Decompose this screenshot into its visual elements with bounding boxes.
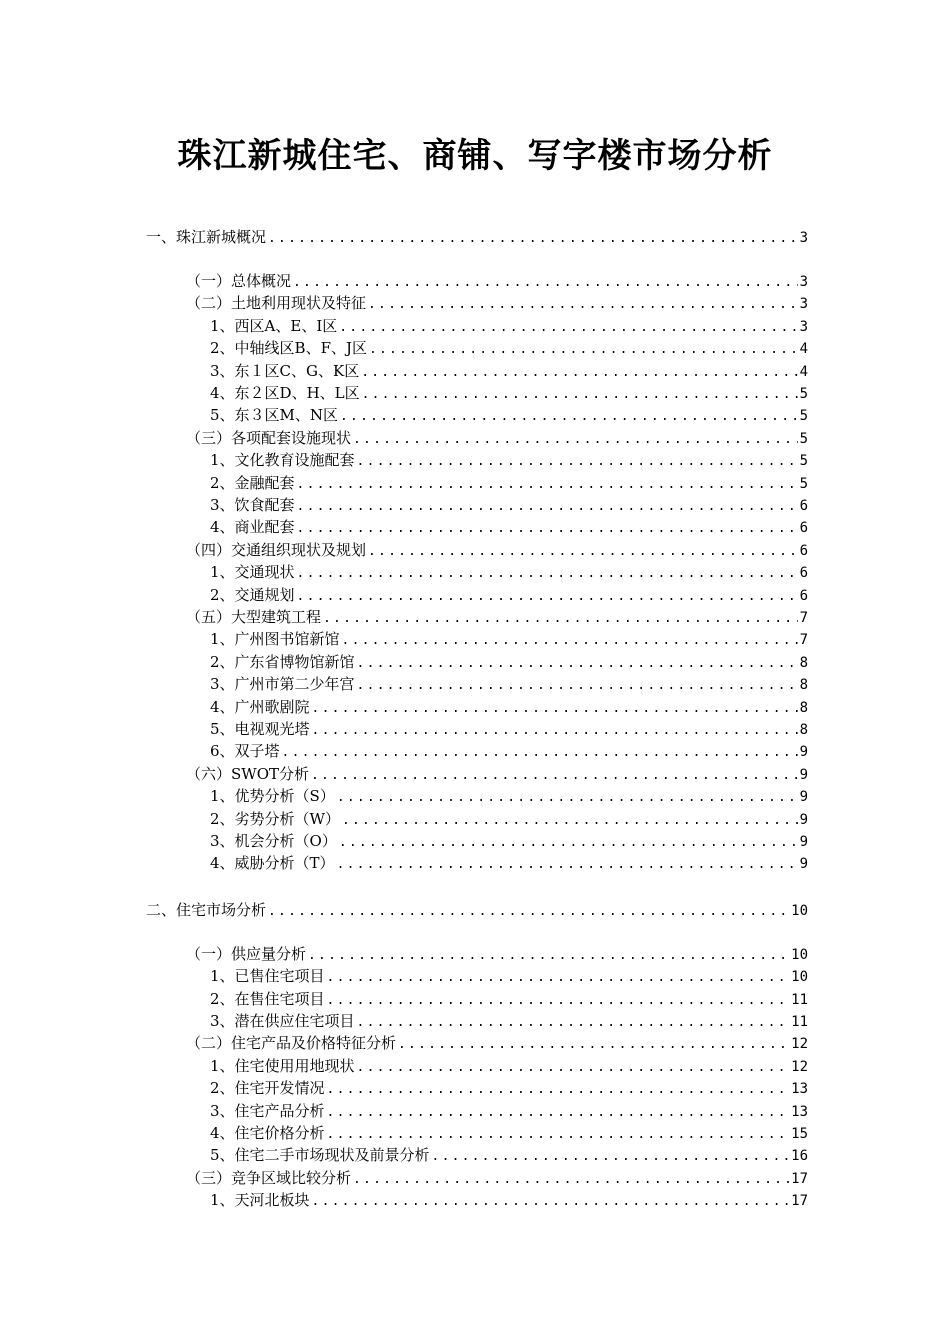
toc-entry-label: 4、东２区D、H、L区: [210, 384, 360, 402]
toc-page-number: 10: [791, 969, 808, 986]
toc-entry[interactable]: [186, 293, 808, 313]
toc-entry[interactable]: [210, 697, 808, 717]
toc-entry-label: 1、优势分析（S）: [210, 787, 335, 806]
toc-entry-label: 1、已售住宅项目: [210, 967, 325, 986]
toc-entry[interactable]: [210, 338, 808, 358]
toc-page-number: 7: [799, 610, 808, 626]
toc-page-number: 15: [791, 1126, 808, 1142]
toc-leader-dots: [297, 519, 798, 539]
toc-entry-label: 一、珠江新城概况: [146, 228, 267, 246]
toc-entry-label: 1、广州图书馆新馆: [210, 630, 340, 649]
toc-entry[interactable]: [186, 1168, 808, 1188]
toc-entry[interactable]: [186, 764, 808, 784]
toc-entry[interactable]: [210, 316, 808, 336]
toc-leader-dots: [312, 721, 798, 741]
toc-leader-dots: [361, 363, 797, 383]
toc-page-number: 11: [791, 991, 808, 1008]
toc-entry[interactable]: [210, 383, 808, 403]
toc-entry-label: （二）土地利用现状及特征: [186, 294, 367, 313]
toc-entry[interactable]: [210, 1078, 808, 1098]
toc-leader-dots: [339, 318, 797, 338]
toc-page-number: 6: [799, 520, 808, 537]
toc-entry[interactable]: [210, 719, 808, 739]
toc-entry[interactable]: [210, 989, 808, 1009]
toc-page-number: 5: [799, 475, 808, 492]
toc-page-number: 3: [799, 296, 808, 313]
toc-page-number: 8: [799, 722, 808, 738]
toc-page-number: 8: [799, 699, 808, 716]
toc-entry[interactable]: [210, 809, 808, 829]
toc-entry-label: 4、商业配套: [210, 518, 295, 537]
toc-leader-dots: [282, 743, 798, 763]
toc-page-number: 10: [791, 902, 808, 919]
toc-leader-dots: [353, 430, 798, 450]
document-title: 珠江新城住宅、商铺、写字楼市场分析: [177, 136, 773, 176]
toc-entry[interactable]: [210, 361, 808, 381]
toc-entry-label: 4、广州歌剧院: [210, 697, 310, 716]
toc-page-number: 13: [791, 1081, 808, 1098]
toc-leader-dots: [368, 295, 798, 315]
toc-leader-dots: [312, 699, 798, 719]
toc-leader-dots: [327, 991, 790, 1011]
toc-page-number: 3: [799, 230, 808, 246]
toc-page-number: 7: [799, 632, 808, 649]
toc-entry-label: 1、住宅使用用地现状: [210, 1056, 355, 1075]
toc-entry-label: （一）供应量分析: [186, 944, 307, 963]
toc-leader-dots: [398, 1035, 789, 1055]
toc-entry[interactable]: [210, 495, 808, 515]
toc-entry-label: 2、在售住宅项目: [210, 989, 325, 1008]
toc-page-number: 8: [799, 654, 808, 671]
toc-page-number: 9: [799, 811, 808, 828]
toc-page-number: 3: [799, 274, 808, 290]
toc-leader-dots: [342, 631, 798, 651]
toc-entry-label: 1、交通现状: [210, 563, 295, 582]
toc-page-number: 9: [799, 834, 808, 850]
toc-leader-dots: [357, 1058, 790, 1078]
toc-entry[interactable]: [210, 562, 808, 582]
toc-page-number: 6: [799, 565, 808, 582]
toc-entry[interactable]: [186, 540, 808, 560]
toc-leader-dots: [297, 475, 798, 495]
toc-entry-label: 1、西区A、E、I区: [210, 316, 338, 335]
toc-entry-label: （四）交通组织现状及规划: [186, 540, 367, 559]
toc-entry[interactable]: [186, 1033, 808, 1053]
toc-page-number: 9: [799, 856, 808, 873]
toc-entry-label: 2、住宅开发情况: [210, 1079, 325, 1098]
toc-leader-dots: [308, 946, 789, 966]
toc-entry[interactable]: [210, 1101, 808, 1121]
toc-page-number: 12: [791, 1058, 808, 1075]
toc-entry[interactable]: [210, 1190, 808, 1210]
toc-page-number: 11: [791, 1014, 808, 1030]
toc-leader-dots: [340, 407, 798, 427]
toc-page-number: 8: [799, 677, 808, 694]
toc-entry-label: （一）总体概况: [186, 272, 292, 290]
toc-page-number: 4: [799, 341, 808, 358]
toc-entry-label: 2、广东省博物馆新馆: [210, 652, 355, 671]
toc-entry[interactable]: [210, 629, 808, 649]
toc-leader-dots: [297, 564, 798, 584]
toc-page-number: 6: [799, 498, 808, 514]
toc-entry-label: 5、电视观光塔: [210, 720, 310, 738]
toc-leader-dots: [327, 968, 790, 988]
toc-entry-label: 4、威胁分析（T）: [210, 854, 335, 873]
toc-leader-dots: [339, 833, 798, 853]
toc-entry[interactable]: [186, 428, 808, 448]
toc-entry[interactable]: [210, 831, 808, 851]
toc-entry-label: （三）竞争区域比较分析: [186, 1168, 352, 1187]
toc-entry-label: 2、交通规划: [210, 585, 295, 604]
toc-entry-label: 3、广州市第二少年宫: [210, 675, 355, 694]
toc-page-number: 5: [799, 386, 808, 402]
toc-entry[interactable]: [146, 900, 808, 920]
toc-leader-dots: [357, 452, 798, 472]
toc-leader-dots: [312, 1192, 790, 1212]
toc-entry[interactable]: [210, 741, 808, 761]
toc-entry[interactable]: [210, 1145, 808, 1165]
toc-entry[interactable]: [210, 517, 808, 537]
toc-page-number: 5: [799, 408, 808, 425]
toc-page-number: 3: [799, 318, 808, 335]
toc-entry[interactable]: [210, 1056, 808, 1076]
toc-entry-label: 5、东３区M、N区: [210, 406, 339, 425]
toc-entry-label: 6、双子塔: [210, 742, 280, 761]
toc-entry[interactable]: [210, 405, 808, 425]
toc-entry-label: （二）住宅产品及价格特征分析: [186, 1034, 397, 1053]
toc-entry-label: 3、东１区C、G、K区: [210, 361, 360, 380]
toc-leader-dots: [362, 385, 798, 405]
toc-entry[interactable]: [210, 786, 808, 806]
toc-page-number: 6: [799, 587, 808, 604]
toc-entry-label: 1、文化教育设施配套: [210, 451, 355, 470]
toc-entry-label: 2、劣势分析（W）: [210, 809, 340, 828]
toc-entry[interactable]: [210, 585, 808, 605]
toc-leader-dots: [368, 542, 798, 562]
toc-leader-dots: [353, 1170, 789, 1190]
toc-entry[interactable]: [210, 674, 808, 694]
toc-entry[interactable]: [146, 227, 808, 247]
toc-entry-label: （六）SWOT分析: [186, 764, 309, 783]
toc-leader-dots: [311, 766, 798, 786]
toc-leader-dots: [357, 676, 798, 696]
toc-entry-label: 2、中轴线区B、F、J区: [210, 339, 367, 358]
toc-leader-dots: [297, 587, 798, 607]
toc-page-number: 17: [791, 1193, 808, 1210]
toc-entry-label: 1、天河北板块: [210, 1191, 310, 1210]
toc-entry-label: 3、潜在供应住宅项目: [210, 1012, 355, 1030]
toc-entry[interactable]: [210, 473, 808, 493]
toc-leader-dots: [342, 811, 798, 831]
toc-entry-label: （三）各项配套设施现状: [186, 428, 352, 447]
toc-entry[interactable]: [186, 944, 808, 964]
toc-leader-dots: [268, 902, 789, 922]
toc-page-number: 4: [799, 363, 808, 380]
toc-entry-label: 3、住宅产品分析: [210, 1101, 325, 1120]
toc-entry-label: 5、住宅二手市场现状及前景分析: [210, 1146, 430, 1165]
toc-entry[interactable]: [210, 1123, 808, 1143]
toc-page-number: 5: [799, 430, 808, 447]
toc-entry[interactable]: [210, 1011, 808, 1031]
toc-entry[interactable]: [186, 271, 808, 291]
toc-leader-dots: [357, 654, 798, 674]
toc-leader-dots: [323, 609, 798, 629]
toc-leader-dots: [327, 1103, 790, 1123]
toc-entry-label: （五）大型建筑工程: [186, 608, 322, 626]
toc-leader-dots: [357, 1013, 790, 1033]
toc-leader-dots: [337, 788, 798, 808]
toc-leader-dots: [293, 273, 798, 293]
toc-entry-label: 4、住宅价格分析: [210, 1124, 325, 1142]
toc-entry[interactable]: [210, 450, 808, 470]
toc-page-number: 16: [791, 1148, 808, 1165]
toc-entry-label: 二、住宅市场分析: [146, 900, 267, 919]
toc-page-number: 9: [799, 766, 808, 783]
toc-entry[interactable]: [210, 853, 808, 873]
toc-page-number: 9: [799, 789, 808, 806]
toc-entry-label: 3、饮食配套: [210, 496, 295, 514]
toc-entry[interactable]: [186, 607, 808, 627]
toc-leader-dots: [327, 1125, 790, 1145]
toc-entry[interactable]: [210, 652, 808, 672]
toc-entry[interactable]: [210, 966, 808, 986]
toc-leader-dots: [337, 855, 798, 875]
toc-leader-dots: [432, 1147, 790, 1167]
toc-page-number: 6: [799, 542, 808, 559]
toc-leader-dots: [268, 229, 798, 249]
toc-entry-label: 3、机会分析（O）: [210, 832, 337, 850]
toc-leader-dots: [297, 497, 798, 517]
toc-page-number: 10: [791, 946, 808, 963]
toc-page-number: 17: [791, 1170, 808, 1187]
toc-entry-label: 2、金融配套: [210, 473, 295, 492]
toc-page-number: 9: [799, 744, 808, 761]
toc-page-number: 5: [799, 453, 808, 470]
toc-leader-dots: [327, 1080, 790, 1100]
toc-page-number: 13: [791, 1103, 808, 1120]
toc-page-number: 12: [791, 1036, 808, 1053]
toc-leader-dots: [369, 340, 798, 360]
